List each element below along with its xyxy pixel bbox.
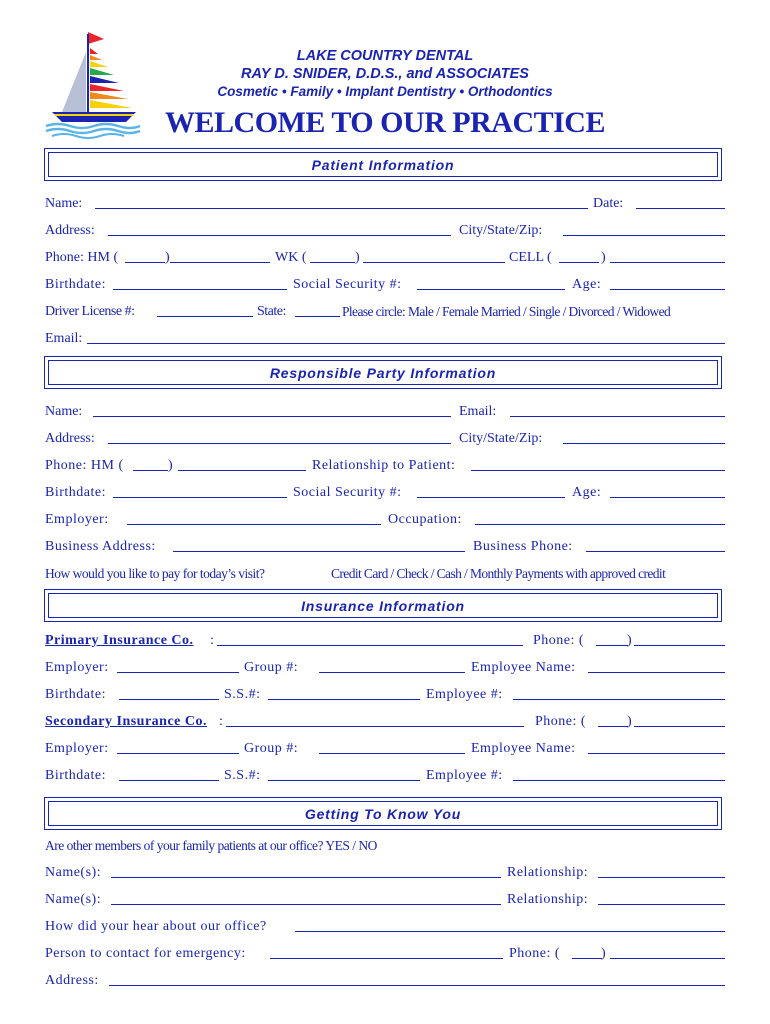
page-title: WELCOME TO OUR PRACTICE: [165, 106, 605, 139]
family-names-field-2[interactable]: [111, 904, 501, 905]
patient-ssn-field[interactable]: [417, 289, 565, 290]
label: ): [601, 250, 606, 265]
payment-question: How would you like to pay for today’s visit?: [45, 566, 265, 581]
label: Occupation:: [388, 512, 462, 527]
patient-row-phone: [45, 248, 725, 268]
responsible-city-field[interactable]: [563, 443, 725, 444]
label: Name(s):: [45, 865, 102, 880]
patient-city-field[interactable]: [563, 235, 725, 236]
getting-row-address: [45, 971, 725, 991]
services-line: Cosmetic • Family • Implant Dentistry • Orthodontics: [217, 84, 553, 99]
primary-employee-name-field[interactable]: [588, 672, 725, 673]
label: Birthdate:: [45, 687, 106, 702]
responsible-birthdate-field[interactable]: [113, 497, 287, 498]
label: Phone: (: [533, 633, 585, 648]
patient-row-birthdate: [45, 275, 725, 295]
label: Phone: (: [535, 714, 587, 729]
responsible-email-field[interactable]: [510, 416, 725, 417]
business-phone-field[interactable]: [586, 551, 725, 552]
patient-hm-area-field[interactable]: [125, 262, 165, 263]
responsible-row-employer: [45, 510, 725, 530]
label: How did your hear about our office?: [45, 919, 267, 934]
insurance-row-primary: [45, 631, 725, 651]
label: Group #:: [244, 741, 299, 756]
label: Age:: [572, 485, 602, 500]
label: Employee #:: [426, 687, 503, 702]
primary-insurance-field[interactable]: [217, 645, 523, 646]
insurance-section-header: [44, 589, 722, 622]
primary-birthdate-field[interactable]: [119, 699, 219, 700]
patient-birthdate-field[interactable]: [113, 289, 287, 290]
patient-row-name: [45, 194, 725, 214]
patient-row-address: [45, 221, 725, 241]
label: Employer:: [45, 512, 109, 527]
secondary-phone-area-field[interactable]: [598, 726, 628, 727]
label: ): [627, 633, 633, 648]
payment-options[interactable]: Credit Card / Check / Cash / Monthly Payments with approved credit: [331, 566, 666, 581]
label: Name:: [45, 196, 83, 211]
label: ): [627, 714, 633, 729]
secondary-ssn-field[interactable]: [268, 780, 420, 781]
secondary-insurance-label: Secondary Insurance Co.: [45, 714, 208, 729]
label: Date:: [593, 196, 624, 211]
secondary-birthdate-field[interactable]: [119, 780, 219, 781]
emergency-contact-field[interactable]: [270, 958, 503, 959]
label: Employee #:: [426, 768, 503, 783]
insurance-row-secondary: [45, 712, 725, 732]
gender-marital-options[interactable]: Please circle: Male / Female Married / Single / Divorced / Widowed: [342, 304, 671, 319]
insurance-row-primary-employer: [45, 658, 725, 678]
secondary-phone-field[interactable]: [634, 726, 725, 727]
label: Phone: HM (: [45, 458, 124, 473]
insurance-row-secondary-birthdate: [45, 766, 725, 786]
label: Address:: [45, 973, 99, 988]
secondary-employee-name-field[interactable]: [588, 753, 725, 754]
label: Person to contact for emergency:: [45, 946, 246, 961]
emergency-phone-area-field[interactable]: [572, 958, 602, 959]
responsible-row-business: [45, 537, 725, 557]
getting-section-header: [44, 797, 722, 830]
getting-row-family: [45, 836, 725, 856]
responsible-ssn-field[interactable]: [417, 497, 565, 498]
primary-employee-number-field[interactable]: [513, 699, 725, 700]
responsible-hm-area-field[interactable]: [133, 470, 168, 471]
patient-email-field[interactable]: [87, 343, 725, 344]
patient-state-field[interactable]: [295, 316, 340, 317]
responsible-address-field[interactable]: [108, 443, 451, 444]
patient-license-field[interactable]: [157, 316, 253, 317]
label: Name(s):: [45, 892, 102, 907]
section-title: Insurance Information: [48, 593, 718, 618]
patient-date-field[interactable]: [636, 208, 725, 209]
responsible-relationship-field[interactable]: [471, 470, 725, 471]
label: Business Phone:: [473, 539, 573, 554]
label: Driver License #:: [45, 304, 135, 319]
label: S.S.#:: [224, 687, 261, 702]
label: Birthdate:: [45, 768, 106, 783]
patient-address-field[interactable]: [108, 235, 451, 236]
practice-name: LAKE COUNTRY DENTAL: [296, 48, 474, 64]
label: ): [601, 946, 607, 961]
label: Address:: [45, 223, 95, 238]
label: City/State/Zip:: [459, 223, 543, 238]
label: Employee Name:: [471, 660, 576, 675]
responsible-hm-phone-field[interactable]: [178, 470, 306, 471]
label: Social Security #:: [293, 485, 402, 500]
label: Address:: [45, 431, 95, 446]
label: ): [355, 250, 360, 265]
insurance-row-secondary-employer: [45, 739, 725, 759]
patient-row-email: [45, 329, 725, 349]
secondary-group-field[interactable]: [319, 753, 465, 754]
label: Employee Name:: [471, 741, 576, 756]
label: State:: [257, 304, 286, 319]
label: Group #:: [244, 660, 299, 675]
primary-employer-field[interactable]: [117, 672, 239, 673]
responsible-section-header: [44, 356, 722, 389]
patient-name-field[interactable]: [95, 208, 588, 209]
label: Age:: [572, 277, 602, 292]
responsible-row-birthdate: [45, 483, 725, 503]
secondary-employee-number-field[interactable]: [513, 780, 725, 781]
primary-group-field[interactable]: [319, 672, 465, 673]
label: Name:: [45, 404, 83, 419]
label: Social Security #:: [293, 277, 402, 292]
label: Business Address:: [45, 539, 156, 554]
section-title: Patient Information: [48, 152, 718, 177]
emergency-phone-field[interactable]: [610, 958, 725, 959]
label: :: [210, 633, 215, 648]
label: Birthdate:: [45, 485, 106, 500]
family-relationship-field-2[interactable]: [598, 904, 725, 905]
responsible-occupation-field[interactable]: [475, 524, 725, 525]
label: S.S.#:: [224, 768, 261, 783]
insurance-row-primary-birthdate: [45, 685, 725, 705]
label: ): [165, 250, 170, 265]
emergency-address-field[interactable]: [109, 985, 725, 986]
family-question[interactable]: Are other members of your family patients at our office? YES / NO: [45, 838, 377, 853]
responsible-employer-field[interactable]: [127, 524, 381, 525]
getting-row-names-2: [45, 890, 725, 910]
patient-age-field[interactable]: [610, 289, 725, 290]
section-title: Responsible Party Information: [48, 360, 718, 385]
secondary-employer-field[interactable]: [117, 753, 239, 754]
responsible-row-payment: [45, 564, 725, 584]
business-address-field[interactable]: [173, 551, 465, 552]
patient-wk-area-field[interactable]: [310, 262, 355, 263]
family-names-field-1[interactable]: [111, 877, 501, 878]
label: :: [219, 714, 224, 729]
responsible-row-phone: [45, 456, 725, 476]
patient-section-header: [44, 148, 722, 181]
responsible-row-name: [45, 402, 725, 422]
responsible-age-field[interactable]: [610, 497, 725, 498]
label: Email:: [459, 404, 497, 419]
getting-row-names-1: [45, 863, 725, 883]
label: Relationship to Patient:: [312, 458, 456, 473]
label: ): [168, 458, 174, 473]
responsible-row-address: [45, 429, 725, 449]
label: Relationship:: [507, 865, 589, 880]
responsible-name-field[interactable]: [93, 416, 451, 417]
patient-hm-phone-field[interactable]: [170, 262, 270, 263]
label: Employer:: [45, 741, 109, 756]
referral-source-field[interactable]: [295, 931, 725, 932]
patient-wk-phone-field[interactable]: [363, 262, 505, 263]
secondary-insurance-field[interactable]: [226, 726, 524, 727]
getting-row-referral: [45, 917, 725, 937]
label: CELL (: [509, 250, 552, 265]
patient-row-license: [45, 302, 725, 322]
patient-cell-phone-field[interactable]: [610, 262, 725, 263]
section-title: Getting To Know You: [48, 801, 718, 826]
patient-cell-area-field[interactable]: [559, 262, 599, 263]
label: Relationship:: [507, 892, 589, 907]
primary-insurance-label: Primary Insurance Co.: [45, 633, 194, 648]
sailboat-logo-icon: [42, 30, 142, 140]
label: City/State/Zip:: [459, 431, 543, 446]
getting-row-emergency: [45, 944, 725, 964]
label: Employer:: [45, 660, 109, 675]
label: Phone: (: [509, 946, 561, 961]
label: Phone: HM (: [45, 250, 119, 265]
label: Email:: [45, 331, 83, 346]
family-relationship-field-1[interactable]: [598, 877, 725, 878]
primary-phone-area-field[interactable]: [596, 645, 628, 646]
label: Birthdate:: [45, 277, 106, 292]
primary-ssn-field[interactable]: [268, 699, 420, 700]
primary-phone-field[interactable]: [634, 645, 725, 646]
label: WK (: [275, 250, 307, 265]
doctor-name: RAY D. SNIDER, D.D.S., and ASSOCIATES: [241, 66, 529, 82]
